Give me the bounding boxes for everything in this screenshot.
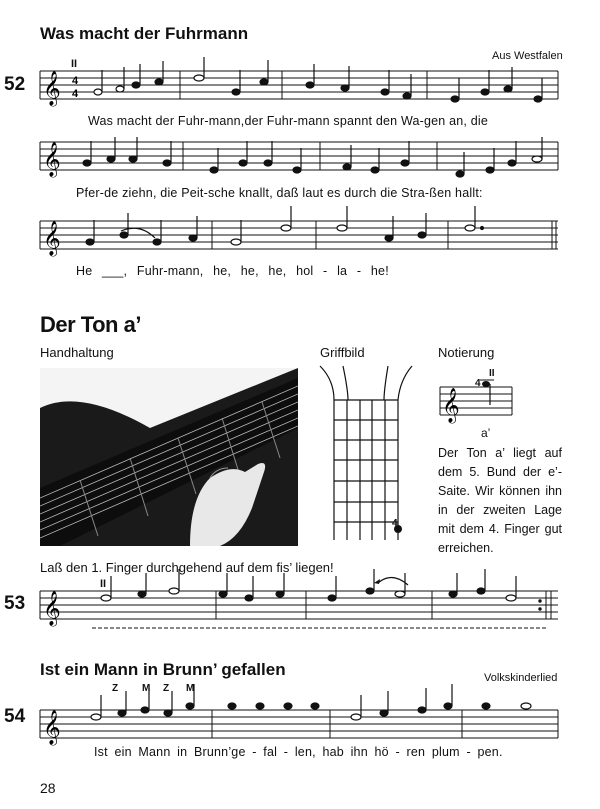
staff-52-line1 <box>40 71 558 99</box>
exercise-number-52: 52 <box>4 74 26 95</box>
label-notierung: Notierung <box>438 345 495 360</box>
svg-text:𝄞: 𝄞 <box>43 221 61 256</box>
staff-53 <box>40 591 558 628</box>
svg-text:4: 4 <box>72 75 79 87</box>
fretboard-finger: 4 <box>392 518 398 529</box>
section-description: Der Ton a’ liegt auf dem 5. Bund der e’-Saite. Wir können ihn in der zweiten Lage mit dem 4. Finger gut erreichen. <box>438 446 562 555</box>
finger-mark-z1: Z <box>112 683 119 694</box>
fretboard-diagram <box>320 366 412 540</box>
exercise-number-53: 53 <box>4 593 26 614</box>
page-number: 28 <box>40 780 56 796</box>
notation-finger: 4 <box>475 378 481 389</box>
lyrics-line-3: He ___, Fuhr-mann, he, he, he, hol - la - he! <box>76 264 389 278</box>
notes-54 <box>91 684 531 720</box>
staff-52-line2 <box>40 142 558 170</box>
notation-note-name: a’ <box>481 426 491 440</box>
staff-52-line3 <box>40 221 558 249</box>
hand-position-photo <box>40 368 298 546</box>
svg-text:4: 4 <box>72 88 79 100</box>
section-title: Der Ton a’ <box>40 312 141 337</box>
exercise53-position-mark: II <box>100 578 107 590</box>
label-griffbild: Griffbild <box>320 345 365 360</box>
exercise53-instruction: Laß den 1. Finger durchgehend auf dem fis’ liegen! <box>40 560 334 575</box>
notation-position-mark: II <box>489 368 495 379</box>
svg-text:𝄞: 𝄞 <box>43 591 61 626</box>
finger-mark-z2: Z <box>163 683 170 694</box>
song1-source: Aus Westfalen <box>492 50 563 62</box>
song2-title: Ist ein Mann in Brunn’ gefallen <box>40 660 286 679</box>
treble-clef-icon: 𝄞 <box>43 71 61 106</box>
position-mark: II <box>71 58 78 70</box>
svg-text:𝄞: 𝄞 <box>43 142 61 177</box>
svg-text:𝄞: 𝄞 <box>43 710 61 745</box>
notes-52-line3 <box>86 206 484 245</box>
finger-mark-m2: M <box>186 683 195 694</box>
lyrics-line-1: Was macht der Fuhr-mann,der Fuhr-mann spannt den Wa-gen an, die <box>88 114 489 128</box>
lyrics-line-2: Pfer-de ziehn, die Peit-sche knallt, daß laut es durch die Stra-ßen hallt: <box>76 186 483 200</box>
notes-52-line2 <box>83 137 542 177</box>
notes-52-line1 <box>94 57 542 102</box>
finger-mark-m1: M <box>142 683 151 694</box>
label-handhaltung: Handhaltung <box>40 345 114 360</box>
song1-title: Was macht der Fuhrmann <box>40 24 249 43</box>
exercise-number-54: 54 <box>4 706 26 727</box>
song2-source: Volkskinderlied <box>484 672 558 684</box>
song2-lyrics: Ist ein Mann in Brunn’ge - fal - len, hab ihn hö - ren plum - pen. <box>94 745 503 759</box>
svg-text:𝄞: 𝄞 <box>442 388 460 423</box>
